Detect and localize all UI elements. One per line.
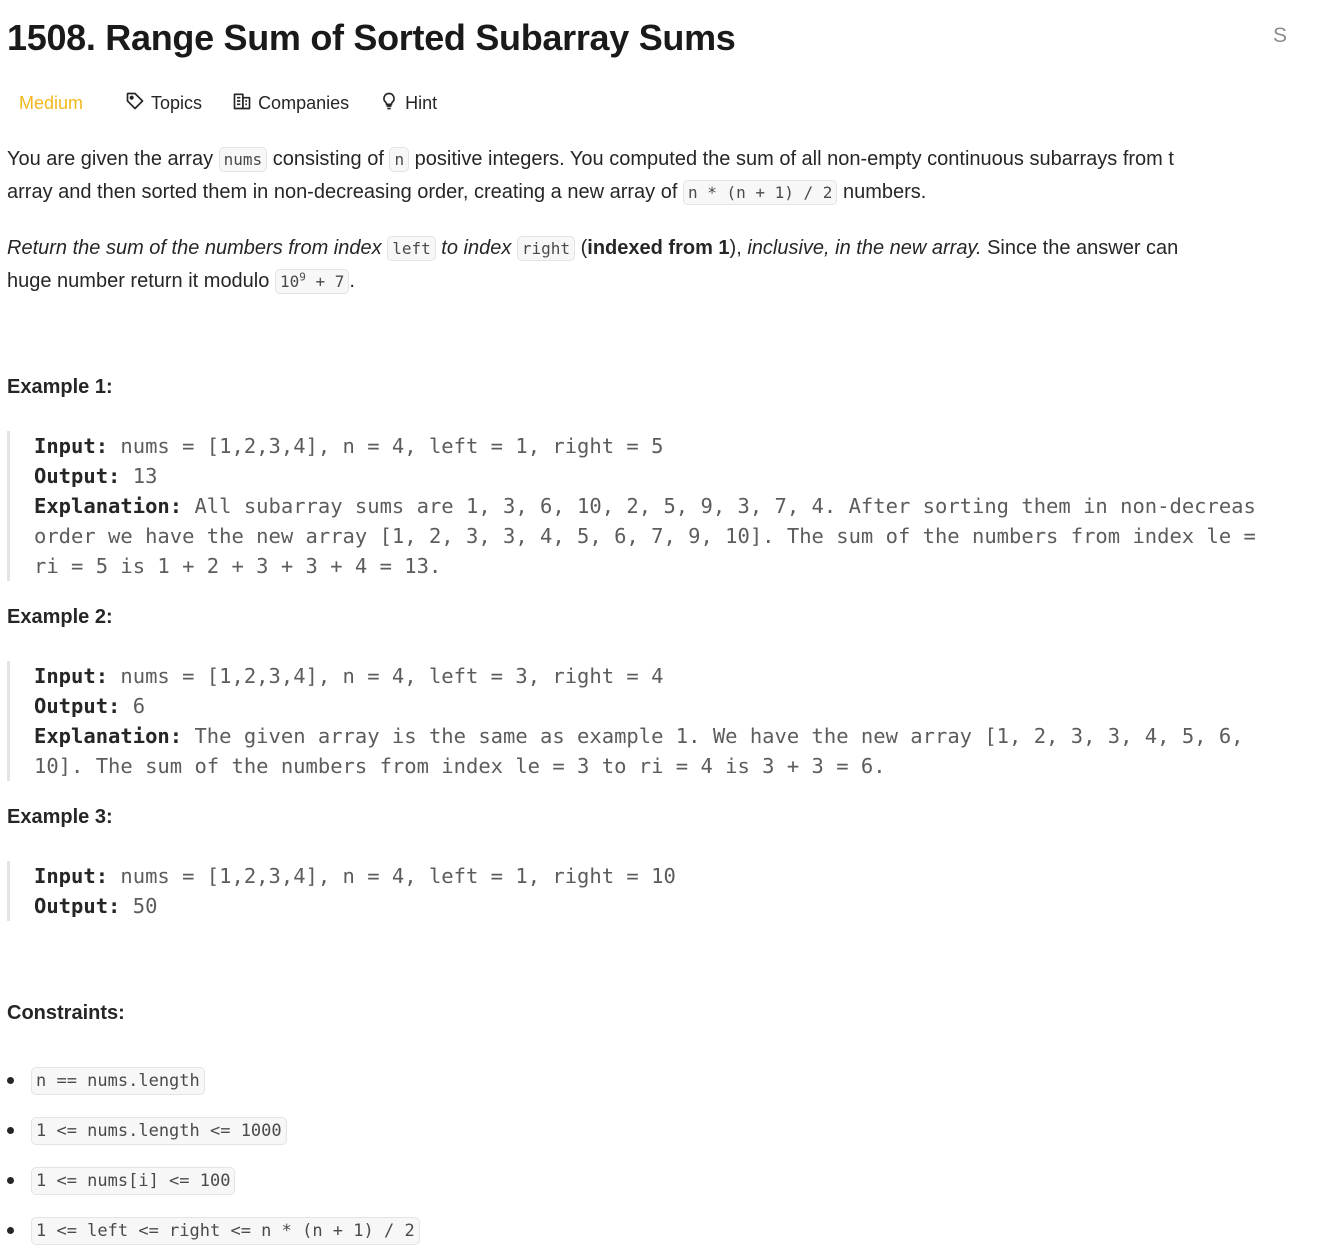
output-value: 6: [120, 694, 146, 718]
difficulty-badge: [7, 89, 105, 118]
difficulty-label: Medium: [19, 92, 84, 113]
input-label: Input:: [34, 664, 109, 688]
hint-tag-button[interactable]: [369, 87, 447, 120]
companies-tag-button[interactable]: [222, 87, 359, 120]
output-value: 13: [120, 464, 158, 488]
constraint-item: [7, 1106, 1297, 1156]
example-input-line: [34, 861, 1290, 891]
hint-label: Hint: [405, 92, 438, 113]
inline-code: n: [389, 147, 409, 172]
topics-tag-button[interactable]: [115, 87, 212, 120]
output-label: Output:: [34, 464, 121, 488]
problem-title[interactable]: 1508. Range Sum of Sorted Subarray Sums: [7, 17, 736, 58]
topics-label: Topics: [151, 92, 203, 113]
inline-code: nums: [219, 147, 268, 172]
text: positive integers. You computed the sum of all non-empty continuous subarrays from t: [409, 148, 1174, 170]
text: You are given the array: [7, 148, 219, 170]
inline-code: left: [387, 236, 436, 261]
tag-icon: [125, 91, 145, 116]
input-label: Input:: [34, 434, 109, 458]
output-label: Output:: [34, 694, 121, 718]
input-value: nums = [1,2,3,4], n = 4, left = 1, right = 5: [108, 434, 664, 458]
example-explanation-line: 10]. The sum of the numbers from index le = 3 to ri = 4 is 3 + 3 = 6.: [34, 754, 886, 778]
example-output-line: [34, 691, 1290, 721]
example-explanation-line: ri = 5 is 1 + 2 + 3 + 3 + 4 = 13.: [34, 554, 442, 578]
constraint-item: [7, 1206, 1297, 1256]
text: array and then sorted them in non-decreasing order, creating a new array of: [7, 181, 683, 203]
bullet-icon: [7, 1227, 14, 1234]
bullet-icon: [7, 1077, 14, 1084]
statement-paragraph-2-cont: [7, 265, 1297, 298]
example-output-line: [34, 891, 1290, 921]
constraint-code: 1 <= nums.length <= 1000: [31, 1117, 287, 1145]
constraints-title: Constraints:: [7, 1002, 125, 1024]
example-2-block: [7, 661, 1290, 781]
input-label: Input:: [34, 864, 109, 888]
example-input-line: [34, 661, 1290, 691]
constraint-code: 1 <= left <= right <= n * (n + 1) / 2: [31, 1217, 420, 1245]
mod-rest: + 7: [305, 272, 345, 291]
companies-label: Companies: [258, 92, 350, 113]
constraint-code: 1 <= nums[i] <= 100: [31, 1167, 235, 1195]
mod-exponent: 9: [299, 270, 306, 284]
problem-statement: [7, 143, 1297, 298]
example-explanation-line: [34, 721, 1290, 751]
explanation-label: Explanation:: [34, 494, 183, 518]
bold-text: indexed from 1: [587, 237, 730, 259]
bullet-icon: [7, 1177, 14, 1184]
input-value: nums = [1,2,3,4], n = 4, left = 1, right = 10: [108, 864, 676, 888]
modulo-code: [275, 269, 349, 294]
italic-text: inclusive, in the new array.: [747, 237, 982, 259]
example-1-title: Example 1:: [7, 376, 113, 398]
explanation-label: Explanation:: [34, 724, 183, 748]
problem-tags: [7, 86, 447, 120]
inline-code: n * (n + 1) / 2: [683, 180, 838, 205]
building-icon: [232, 91, 252, 116]
example-input-line: [34, 431, 1290, 461]
text: numbers.: [837, 181, 927, 203]
inline-code: right: [517, 236, 575, 261]
example-1-block: [7, 431, 1290, 581]
explanation-text: The given array is the same as example 1. We have the new array [1, 2, 3, 3, 4, 5, 6,: [182, 724, 1244, 748]
output-label: Output:: [34, 894, 121, 918]
example-3-block: [7, 861, 1290, 921]
lightbulb-icon: [379, 91, 399, 116]
example-output-line: [34, 461, 1290, 491]
bullet-icon: [7, 1127, 14, 1134]
example-3-title: Example 3:: [7, 806, 113, 828]
text: Since the answer can: [981, 237, 1179, 259]
constraint-code: n == nums.length: [31, 1067, 205, 1095]
text: ),: [729, 237, 748, 259]
constraint-item: [7, 1056, 1297, 1106]
constraint-item: [7, 1156, 1297, 1206]
statement-paragraph-1-cont: [7, 176, 1297, 209]
text: huge number return it modulo: [7, 270, 275, 292]
text: .: [349, 270, 355, 292]
constraints-list: [7, 1056, 1297, 1256]
example-explanation-line: [34, 491, 1290, 521]
title-row: [7, 14, 1297, 62]
statement-paragraph-2: [7, 232, 1297, 265]
italic-text: Return the sum of the numbers from index: [7, 237, 388, 259]
example-explanation-line: order we have the new array [1, 2, 3, 3, 4, 5, 6, 7, 9, 10]. The sum of the numbers from index le =: [34, 524, 1256, 548]
mod-base: 10: [279, 272, 300, 291]
text: consisting of: [267, 148, 390, 170]
input-value: nums = [1,2,3,4], n = 4, left = 3, right = 4: [108, 664, 664, 688]
solved-status-badge: S: [1272, 24, 1287, 47]
text: (: [575, 237, 588, 259]
statement-paragraph-1: [7, 143, 1297, 176]
explanation-text: All subarray sums are 1, 3, 6, 10, 2, 5, 9, 3, 7, 4. After sorting them in non-decreas: [182, 494, 1256, 518]
example-2-title: Example 2:: [7, 606, 113, 628]
output-value: 50: [120, 894, 158, 918]
italic-text: to index: [435, 237, 517, 259]
